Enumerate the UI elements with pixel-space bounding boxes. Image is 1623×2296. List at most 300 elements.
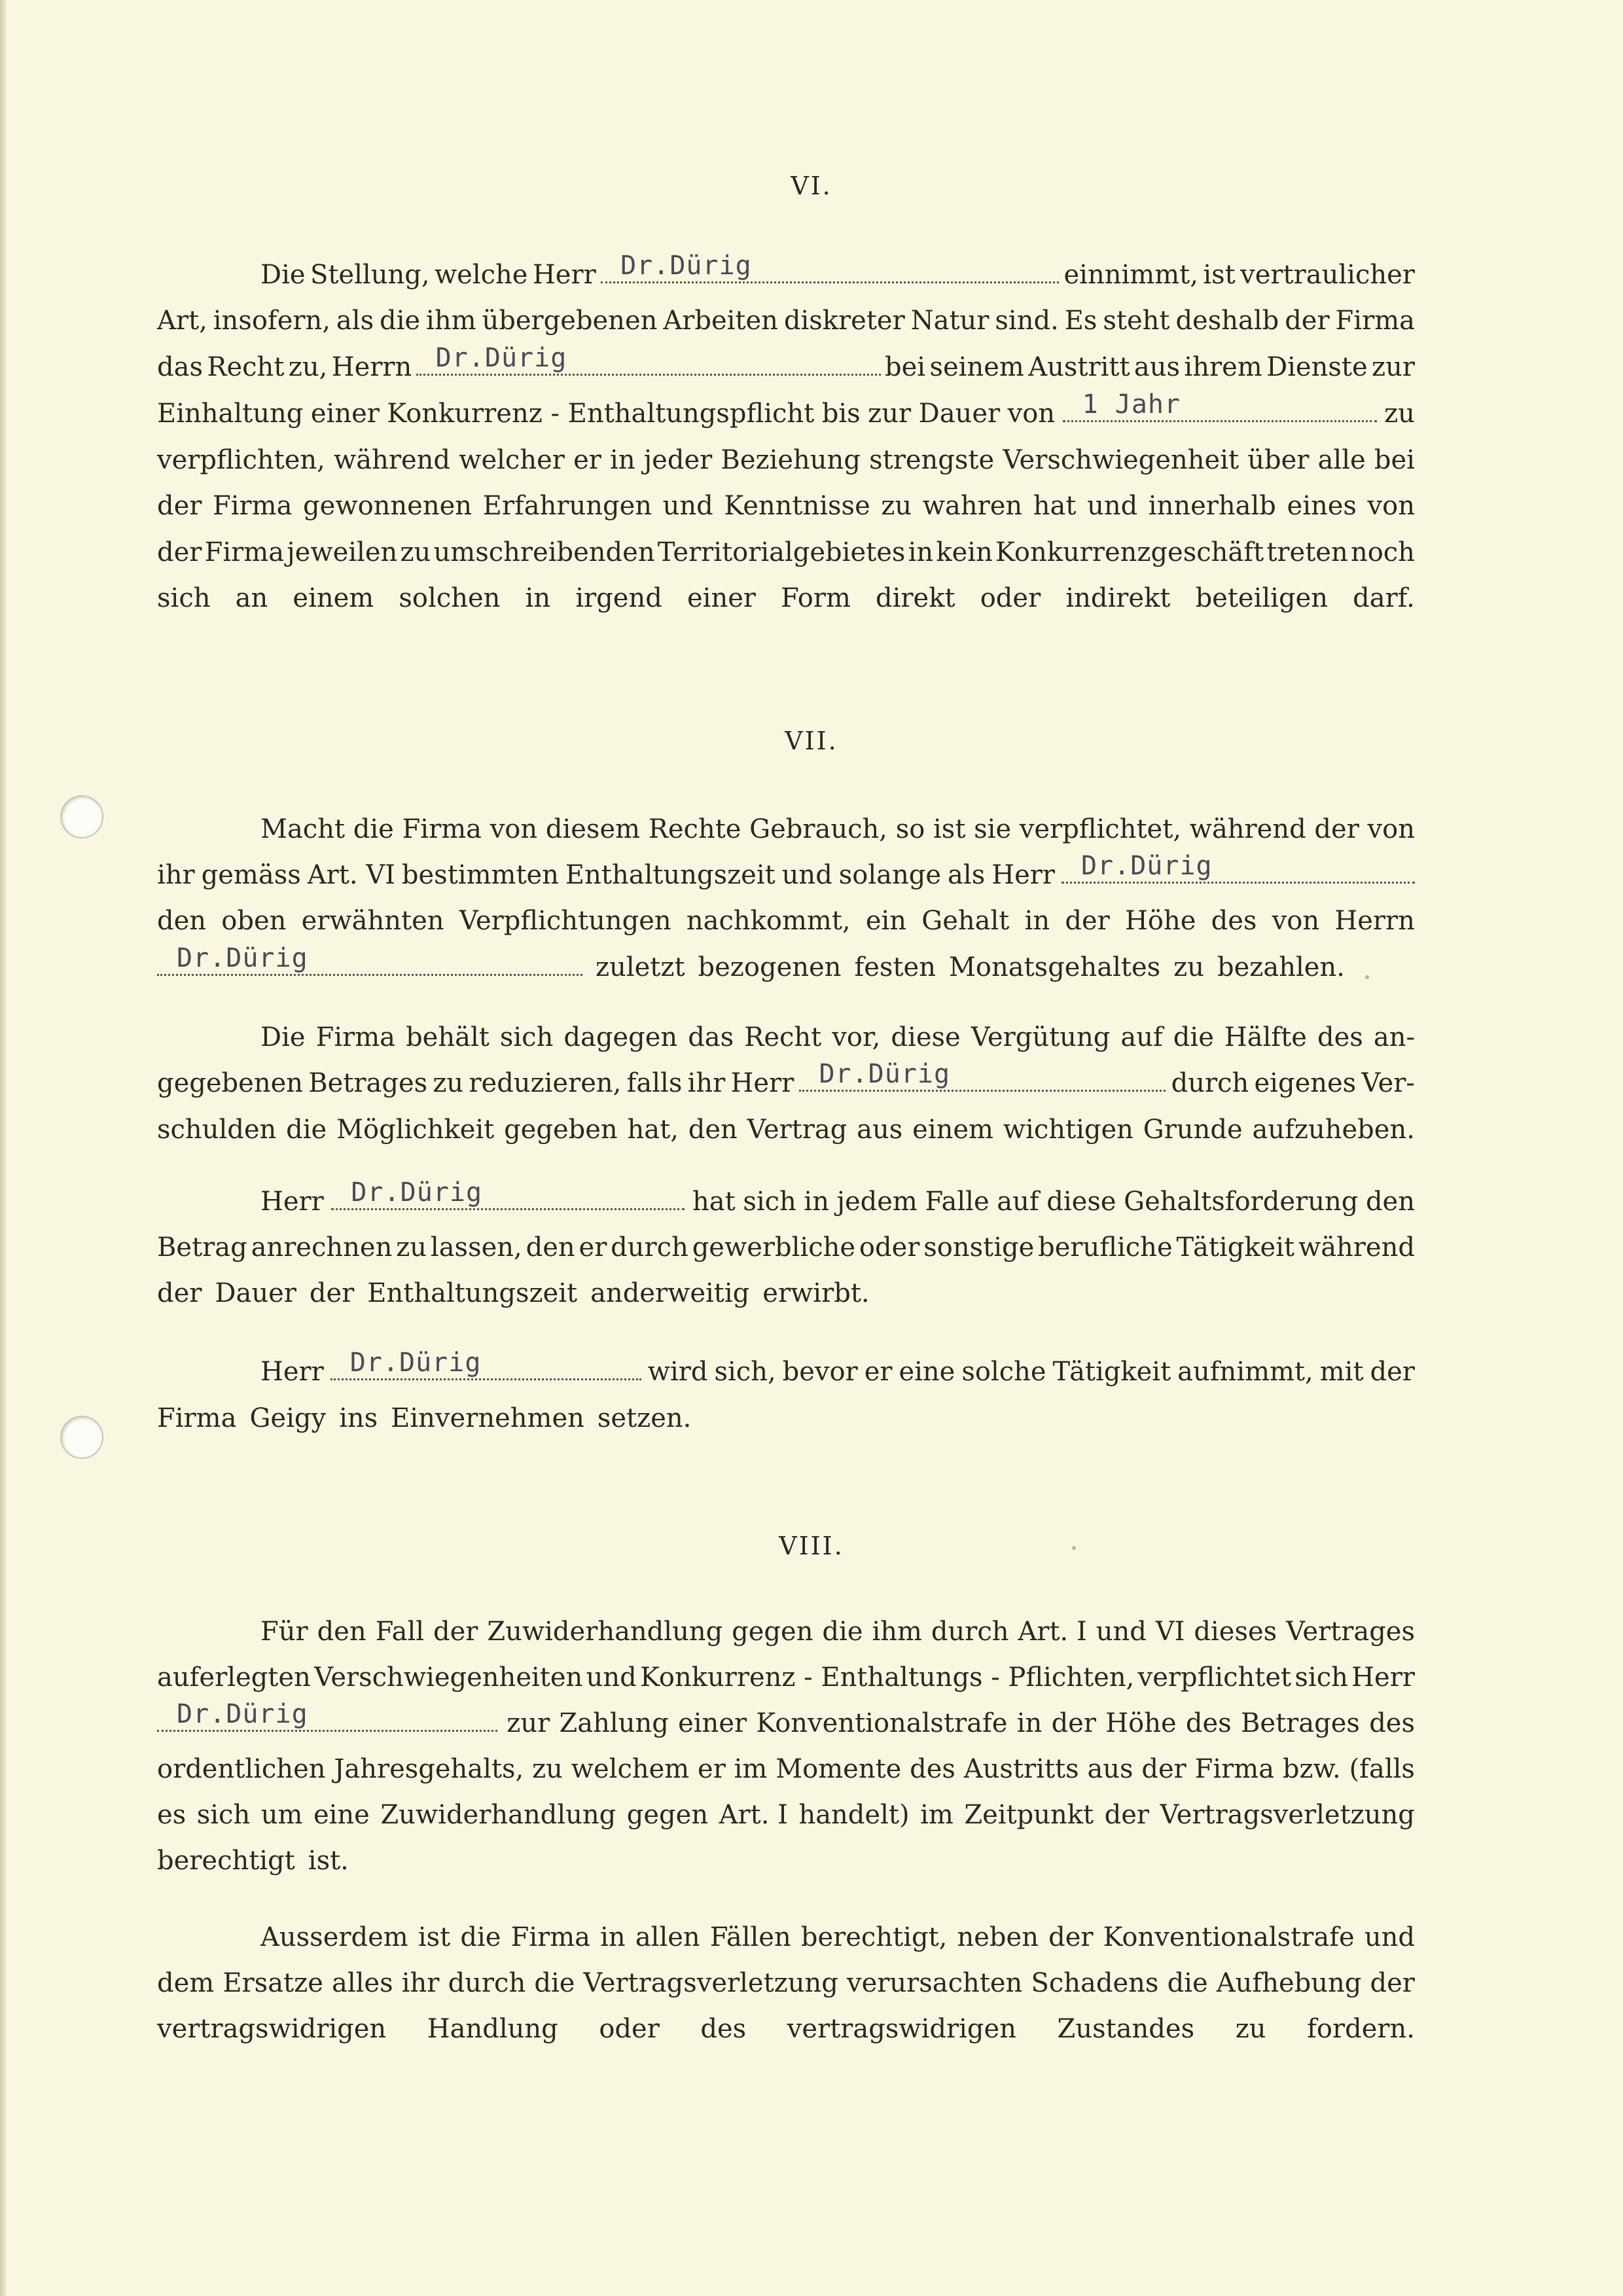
word: bevor xyxy=(782,1357,858,1387)
word: auf xyxy=(997,1187,1039,1217)
word: oder xyxy=(859,1232,920,1263)
word: gegen xyxy=(732,1617,813,1647)
word: sich xyxy=(157,583,211,613)
word: falls xyxy=(626,1068,683,1098)
word: ihr xyxy=(401,1968,440,1998)
typewritten-entry: Dr.Dürig xyxy=(177,943,308,973)
text-line xyxy=(157,486,1415,526)
name-fill-field xyxy=(157,1699,497,1732)
word: Die xyxy=(260,1022,306,1052)
word: Höhe xyxy=(1125,906,1196,936)
text-line xyxy=(157,1228,1415,1267)
text-line xyxy=(157,1274,1415,1313)
word: und xyxy=(1096,1617,1147,1647)
word: lassen, xyxy=(430,1232,522,1263)
word: um xyxy=(260,1800,303,1830)
word: im xyxy=(920,1800,954,1830)
word: Art. I xyxy=(719,1800,788,1830)
word: Zuwiderhandlung xyxy=(380,1800,616,1830)
word: schulden xyxy=(157,1115,277,1145)
word: des xyxy=(1185,1708,1232,1738)
word: Zustandes xyxy=(1057,2014,1195,2044)
word: der xyxy=(157,491,202,521)
word: Firma xyxy=(204,537,285,567)
word: des xyxy=(910,1754,955,1784)
word: Art. VI xyxy=(307,860,395,890)
word: seinem xyxy=(929,352,1024,382)
word: zu xyxy=(1235,2014,1266,2044)
word: zu xyxy=(881,491,912,521)
word: Austritt xyxy=(1028,352,1130,382)
word: Betrages xyxy=(308,1068,428,1098)
word: steht xyxy=(1103,306,1170,336)
word: gegen xyxy=(626,1800,709,1830)
word: einem xyxy=(293,583,374,613)
duration-fill-field xyxy=(1063,389,1377,422)
text-line xyxy=(260,1348,1415,1391)
word: oder xyxy=(980,583,1041,613)
word: welcher xyxy=(459,445,565,475)
word: setzen. xyxy=(597,1403,692,1433)
word: darf. xyxy=(1353,583,1415,613)
word: einer xyxy=(678,1708,747,1738)
word: alles xyxy=(331,1968,393,1998)
text-line xyxy=(157,851,1415,895)
typewritten-entry: Dr.Dürig xyxy=(1080,851,1213,881)
word: Tätigkeit xyxy=(1052,1357,1171,1387)
word: die xyxy=(353,814,394,844)
word: die xyxy=(286,1115,327,1145)
word: zur xyxy=(507,1708,550,1738)
word: vertragswidrigen xyxy=(157,2014,387,2044)
section-heading: VII. xyxy=(785,726,838,755)
word: zuletzt xyxy=(596,952,685,982)
word: ist. xyxy=(308,1846,349,1876)
word: Ver- xyxy=(1361,1068,1415,1098)
word: der xyxy=(1048,1922,1094,1952)
word: Vergütung xyxy=(971,1022,1111,1052)
word: Firma xyxy=(315,1022,396,1052)
word: des xyxy=(1211,906,1257,936)
word: aus xyxy=(1133,352,1181,382)
word: verursachten xyxy=(847,1968,1023,1998)
word: das xyxy=(157,352,203,382)
word: an xyxy=(235,583,268,613)
word: Fällen xyxy=(709,1922,791,1952)
section-heading: VI. xyxy=(791,171,832,200)
word: Gebrauch, xyxy=(749,814,887,844)
text-line xyxy=(157,301,1415,340)
word: verpflichtet, xyxy=(1019,814,1181,844)
word: Für xyxy=(260,1617,308,1647)
word: und xyxy=(1087,491,1138,521)
word: in xyxy=(610,445,635,475)
text-line xyxy=(260,1018,1415,1057)
word: deshalb xyxy=(1175,306,1279,336)
word: während xyxy=(334,445,451,475)
word: Herrn xyxy=(331,352,412,382)
word: bzw. xyxy=(1282,1754,1341,1784)
word: Momente xyxy=(776,1754,902,1784)
word: Geigy xyxy=(249,1403,327,1433)
word: auferlegten xyxy=(157,1662,311,1693)
word: sie xyxy=(974,814,1012,844)
word: Betrages xyxy=(1241,1708,1360,1738)
word: Möglichkeit xyxy=(336,1115,495,1145)
word: Art, xyxy=(157,306,207,336)
word: berechtigt xyxy=(157,1846,295,1876)
word: Natur xyxy=(910,306,990,336)
word: anrechnen xyxy=(251,1232,393,1263)
word: Vertragsverletzung xyxy=(1160,1800,1415,1830)
punch-hole-lower xyxy=(60,1416,103,1459)
word: Herrn xyxy=(1334,906,1415,936)
word: auf xyxy=(1120,1022,1163,1052)
word: ins xyxy=(339,1403,378,1433)
word: ihm xyxy=(872,1617,922,1647)
word: eigenes xyxy=(1254,1068,1357,1098)
word: Fall xyxy=(375,1617,425,1647)
word: festen xyxy=(854,952,936,982)
word: in xyxy=(908,537,934,567)
word: und xyxy=(781,860,832,890)
word: Herr xyxy=(730,1068,794,1098)
word: der xyxy=(1051,1708,1096,1738)
word: Rechte xyxy=(648,814,741,844)
word: ihr xyxy=(157,860,195,890)
word: Recht xyxy=(744,1022,822,1052)
word: jedem xyxy=(836,1187,918,1217)
word: Jahresgehalts, xyxy=(334,1754,524,1784)
text-line xyxy=(157,343,1415,387)
word: Konkurrenzgeschäft xyxy=(995,537,1264,567)
text-line xyxy=(157,533,1415,572)
word: in xyxy=(600,1922,626,1952)
word: wird xyxy=(647,1357,708,1387)
word: allen xyxy=(635,1922,700,1952)
word: gewonnenen xyxy=(303,491,473,521)
word: Dienste xyxy=(1266,352,1368,382)
word: Territorialgebietes xyxy=(657,537,906,567)
word: bezahlen. xyxy=(1217,952,1345,982)
word: er xyxy=(864,1357,893,1387)
word: Tätigkeit xyxy=(1176,1232,1295,1263)
word: von xyxy=(1272,906,1320,936)
word: sind. xyxy=(995,306,1059,336)
word: bezogenen xyxy=(698,952,842,982)
word: in xyxy=(804,1187,829,1217)
word: während xyxy=(1189,814,1306,844)
word: über xyxy=(1247,445,1310,475)
word: anderweitig xyxy=(590,1278,750,1308)
word: Verschwiegenheiten xyxy=(314,1662,583,1693)
word: wichtigen xyxy=(1003,1115,1133,1145)
word: Einhaltung xyxy=(157,399,304,429)
word: Austritts xyxy=(963,1754,1079,1784)
word: solche xyxy=(961,1357,1046,1387)
word: durch xyxy=(448,1968,526,1998)
word: treten xyxy=(1266,537,1348,567)
word: zur xyxy=(1372,352,1415,382)
text-line xyxy=(260,251,1415,295)
word: dieses xyxy=(1194,1617,1277,1647)
word: vor, xyxy=(832,1022,881,1052)
word: Herr xyxy=(532,260,596,290)
word: hat xyxy=(1033,491,1077,521)
word: er xyxy=(573,445,601,475)
word: vertraulicher xyxy=(1240,260,1415,290)
word: welche xyxy=(434,260,528,290)
word: zu xyxy=(396,1232,427,1263)
word: durch xyxy=(1171,1068,1249,1098)
word: bestimmten xyxy=(401,860,559,890)
name-fill-field xyxy=(330,1348,641,1380)
word: die xyxy=(380,306,421,336)
word: in xyxy=(1016,1708,1043,1738)
word: Recht xyxy=(207,352,285,382)
word: Vertrages xyxy=(1286,1617,1415,1647)
word: Firma xyxy=(157,1403,237,1433)
word: Konventionalstrafe xyxy=(756,1708,1008,1738)
word: zu xyxy=(1173,952,1204,982)
word: Hälfte xyxy=(1224,1022,1307,1052)
word: Kenntnisse xyxy=(724,491,870,521)
name-fill-field xyxy=(601,251,1059,283)
word: gegebenen xyxy=(157,1068,304,1098)
word: verpflichten, xyxy=(157,445,325,475)
text-line xyxy=(157,1059,1415,1103)
typewritten-entry: 1 Jahr xyxy=(1082,389,1181,420)
word: die xyxy=(460,1922,501,1952)
word: kein xyxy=(936,537,993,567)
word: oder xyxy=(599,2014,660,2044)
word: der xyxy=(1370,1968,1415,1998)
word: von xyxy=(1367,491,1415,521)
word: sich, xyxy=(714,1357,776,1387)
word: Form xyxy=(781,583,851,613)
word: Macht xyxy=(260,814,346,844)
word: Zuwiderhandlung xyxy=(487,1617,723,1647)
word: oben xyxy=(221,906,287,936)
word: Art. I xyxy=(1018,1617,1087,1647)
word: mit xyxy=(1319,1357,1364,1387)
name-fill-field xyxy=(799,1059,1166,1092)
text-line xyxy=(260,1177,1415,1221)
name-fill-field xyxy=(1061,851,1415,884)
word: der xyxy=(1370,1357,1415,1387)
word: solange xyxy=(838,860,942,890)
word: Einvernehmen xyxy=(391,1403,584,1433)
word: so xyxy=(895,814,925,844)
word: Handlung xyxy=(427,2014,558,2044)
word: fordern. xyxy=(1307,2014,1415,2044)
word: Verpflichtungen xyxy=(459,906,671,936)
word: von xyxy=(1367,814,1415,844)
text-line xyxy=(157,1841,1415,1880)
word: solchen xyxy=(399,583,501,613)
word: Betrag xyxy=(157,1232,247,1263)
word: gewerbliche xyxy=(692,1232,856,1263)
word: jeweilen xyxy=(287,537,398,567)
word: Firma xyxy=(510,1922,591,1952)
word: ihm xyxy=(426,306,476,336)
word: zu xyxy=(1384,399,1415,429)
word: zu xyxy=(433,1068,464,1098)
text-line xyxy=(157,579,1415,618)
word: in xyxy=(525,583,551,613)
word: Verschwiegenheit xyxy=(1003,445,1240,475)
word: umschreibenden xyxy=(433,537,655,567)
word: nachkommt, xyxy=(686,906,851,936)
word: eine xyxy=(313,1800,370,1830)
name-fill-field xyxy=(157,943,582,976)
word: der xyxy=(157,1278,202,1308)
word: direkt xyxy=(876,583,955,613)
word: er xyxy=(698,1754,726,1784)
word: Vertrag xyxy=(747,1115,847,1145)
word: diskreter xyxy=(783,306,905,336)
word: des xyxy=(700,2014,747,2044)
word: zur xyxy=(868,399,912,429)
word: Firma xyxy=(213,491,293,521)
word: Monatsgehaltes xyxy=(948,952,1161,982)
word: den xyxy=(688,1115,738,1145)
word: gemäss xyxy=(201,860,301,890)
word: Arbeiten xyxy=(663,306,778,336)
word: Erfahrungen xyxy=(482,491,652,521)
word: aufnimmt, xyxy=(1177,1357,1313,1387)
word: ist xyxy=(933,814,966,844)
word: diesem xyxy=(545,814,641,844)
text-line xyxy=(157,1699,1415,1743)
word: (falls xyxy=(1349,1754,1415,1784)
word: sonstige xyxy=(923,1232,1035,1263)
word: Ausserdem xyxy=(260,1922,408,1952)
word: einer xyxy=(310,399,380,429)
word: aufzuheben. xyxy=(1252,1115,1415,1145)
word: als xyxy=(948,860,986,890)
word: zu xyxy=(532,1754,563,1784)
word: den xyxy=(157,906,207,936)
word: innerhalb xyxy=(1148,491,1276,521)
word: der xyxy=(1065,906,1110,936)
word: und xyxy=(1364,1922,1415,1952)
word: an- xyxy=(1373,1022,1415,1052)
text-line xyxy=(260,1612,1415,1651)
text-line xyxy=(157,389,1415,433)
word: der xyxy=(309,1278,355,1308)
word: welchem xyxy=(571,1754,690,1784)
word: Es xyxy=(1064,306,1097,336)
word: durch xyxy=(931,1617,1009,1647)
word: Zahlung xyxy=(559,1708,669,1738)
word: als xyxy=(336,306,374,336)
word: eine xyxy=(899,1357,955,1387)
word: eines xyxy=(1287,491,1357,521)
word: aus xyxy=(857,1115,903,1145)
word: den xyxy=(317,1617,366,1647)
word: die xyxy=(1167,1968,1208,1998)
word: sich xyxy=(196,1800,251,1830)
word: neben xyxy=(957,1922,1039,1952)
typewritten-entry: Dr.Dürig xyxy=(620,251,752,281)
word: Stellung, xyxy=(310,260,430,290)
word: zu xyxy=(400,537,431,567)
word: Herr xyxy=(260,1187,324,1217)
word: bei xyxy=(885,352,926,382)
word: Vertragsverletzung xyxy=(583,1968,838,1998)
text-line xyxy=(157,2009,1415,2049)
name-fill-field xyxy=(331,1177,685,1210)
word: Dauer xyxy=(918,399,1001,429)
word: bei xyxy=(1374,445,1415,475)
word: der xyxy=(1104,1800,1150,1830)
word: strengste xyxy=(869,445,995,475)
word: Firma xyxy=(1335,306,1415,336)
text-line xyxy=(157,1658,1415,1697)
word: hat, xyxy=(627,1115,679,1145)
word: Gehalt xyxy=(921,906,1010,936)
word: Gehaltsforderung xyxy=(1124,1187,1359,1217)
word: hat xyxy=(692,1187,736,1217)
word: die xyxy=(822,1617,863,1647)
word: handelt) xyxy=(798,1800,910,1830)
text-line xyxy=(157,901,1415,941)
word: Höhe xyxy=(1105,1708,1177,1738)
word: Konkurrenz - Enthaltungspflicht xyxy=(387,399,815,429)
text-line xyxy=(260,1918,1415,1957)
word: sich xyxy=(499,1022,554,1052)
word: einem xyxy=(912,1115,993,1145)
word: der xyxy=(157,537,202,567)
word: vertragswidrigen xyxy=(787,2014,1016,2044)
word: berechtigt, xyxy=(800,1922,948,1952)
word: behält xyxy=(406,1022,490,1052)
word: Herr xyxy=(991,860,1055,890)
word: erwähnten xyxy=(301,906,444,936)
word: es xyxy=(157,1800,187,1830)
word: erwirbt. xyxy=(762,1278,870,1308)
word: ihr xyxy=(687,1068,726,1098)
text-line xyxy=(157,1795,1415,1835)
word: Falle xyxy=(925,1187,990,1217)
word: zu, xyxy=(288,352,328,382)
word: gegeben xyxy=(504,1115,618,1145)
word: Grunde xyxy=(1143,1115,1243,1145)
word: bis xyxy=(821,399,861,429)
word: VI xyxy=(1155,1617,1185,1647)
word: Enthaltungszeit xyxy=(565,860,776,890)
word: Firma xyxy=(402,814,482,844)
text-line xyxy=(157,440,1415,480)
text-line xyxy=(260,810,1415,849)
word: Enthaltungszeit xyxy=(367,1278,578,1308)
word: in xyxy=(1024,906,1050,936)
word: Beziehung xyxy=(721,445,861,475)
word: diese xyxy=(891,1022,961,1052)
text-line xyxy=(157,1749,1415,1789)
word: der xyxy=(1141,1754,1186,1784)
word: ihrem xyxy=(1184,352,1262,382)
word: Ersatze xyxy=(223,1968,323,1998)
word: durch xyxy=(611,1232,688,1263)
word: ordentlichen xyxy=(157,1754,326,1784)
word: den xyxy=(526,1232,575,1263)
word: diese xyxy=(1046,1187,1116,1217)
word: dem xyxy=(157,1968,215,1998)
word: alle xyxy=(1317,445,1366,475)
word: noch xyxy=(1350,537,1415,567)
